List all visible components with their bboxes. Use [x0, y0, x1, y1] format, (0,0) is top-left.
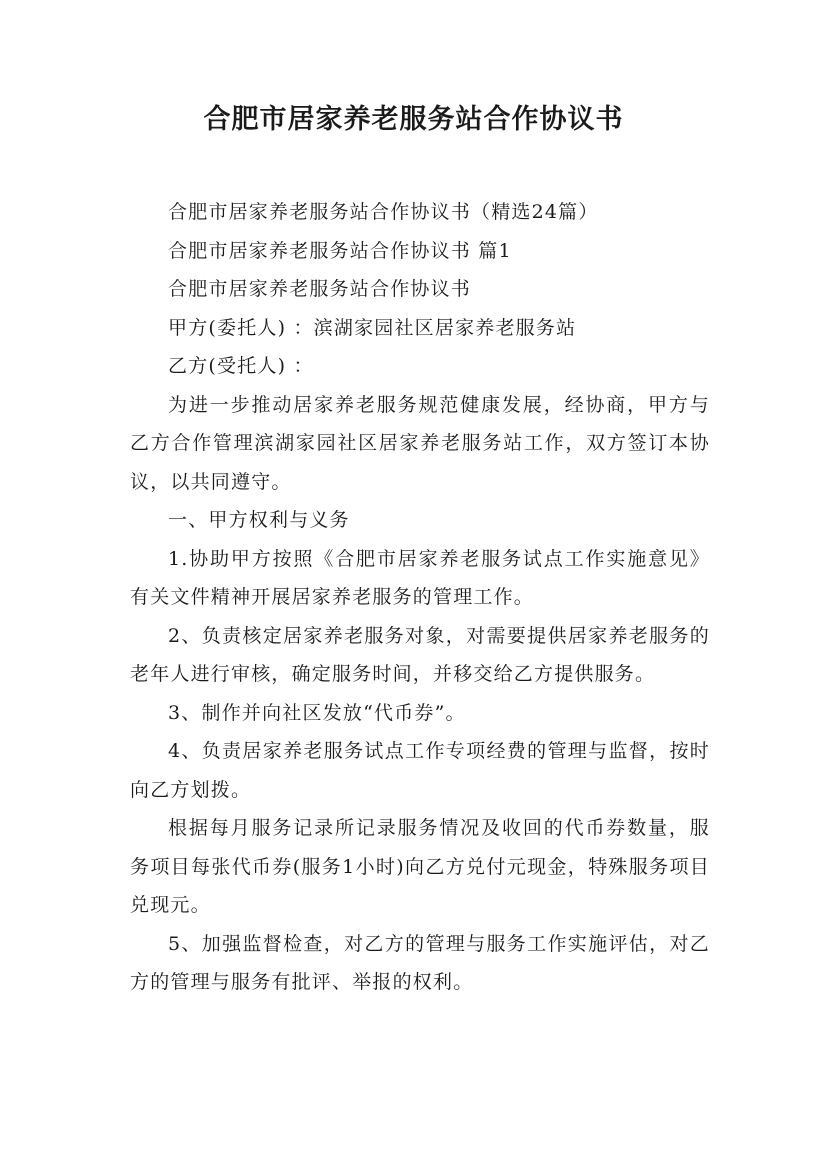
paragraph-article-number: 合肥市居家养老服务站合作协议书 篇1 [168, 239, 512, 262]
paragraph-clause-3: 3、制作并向社区发放“代币券”。 [168, 701, 466, 724]
paragraph-clause-4-detail: 根据每月服务记录所记录服务情况及收回的代币券数量，服务项目每张代币券(服务1小时)向乙方兑付元现金，特殊服务项目兑现元。 [130, 817, 710, 916]
paragraph-clause-5: 5、加强监督检查，对乙方的管理与服务工作实施评估，对乙方的管理与服务有批评、举报的权利。 [130, 932, 710, 993]
paragraph-article-title: 合肥市居家养老服务站合作协议书 [168, 278, 472, 300]
paragraph-preamble: 为进一步推动居家养老服务规范健康发展，经协商，甲方与乙方合作管理滨湖家园社区居家养老服务站工作，双方签订本协议，以共同遵守。 [130, 393, 710, 493]
paragraph-clause-4: 4、负责居家养老服务试点工作专项经费的管理与监督，按时向乙方划拨。 [130, 740, 710, 801]
paragraph-section-heading: 一、甲方权利与义务 [168, 509, 350, 531]
paragraph-party-b: 乙方(受托人) ： [168, 355, 314, 377]
paragraph-clause-1: 1.协助甲方按照《合肥市居家养老服务试点工作实施意见》有关文件精神开展居家养老服务的管理工作。 [130, 547, 710, 608]
document-title: 合肥市居家养老服务站合作协议书 [203, 104, 624, 135]
document-body [130, 193, 710, 1002]
paragraph-collection-heading: 合肥市居家养老服务站合作协议书（精选24篇） [168, 201, 599, 223]
paragraph-party-a: 甲方(委托人) ：滨湖家园社区居家养老服务站 [168, 316, 577, 339]
paragraph-clause-2: 2、负责核定居家养老服务对象，对需要提供居家养老服务的老年人进行审核，确定服务时间，并移交给乙方提供服务。 [130, 624, 710, 685]
